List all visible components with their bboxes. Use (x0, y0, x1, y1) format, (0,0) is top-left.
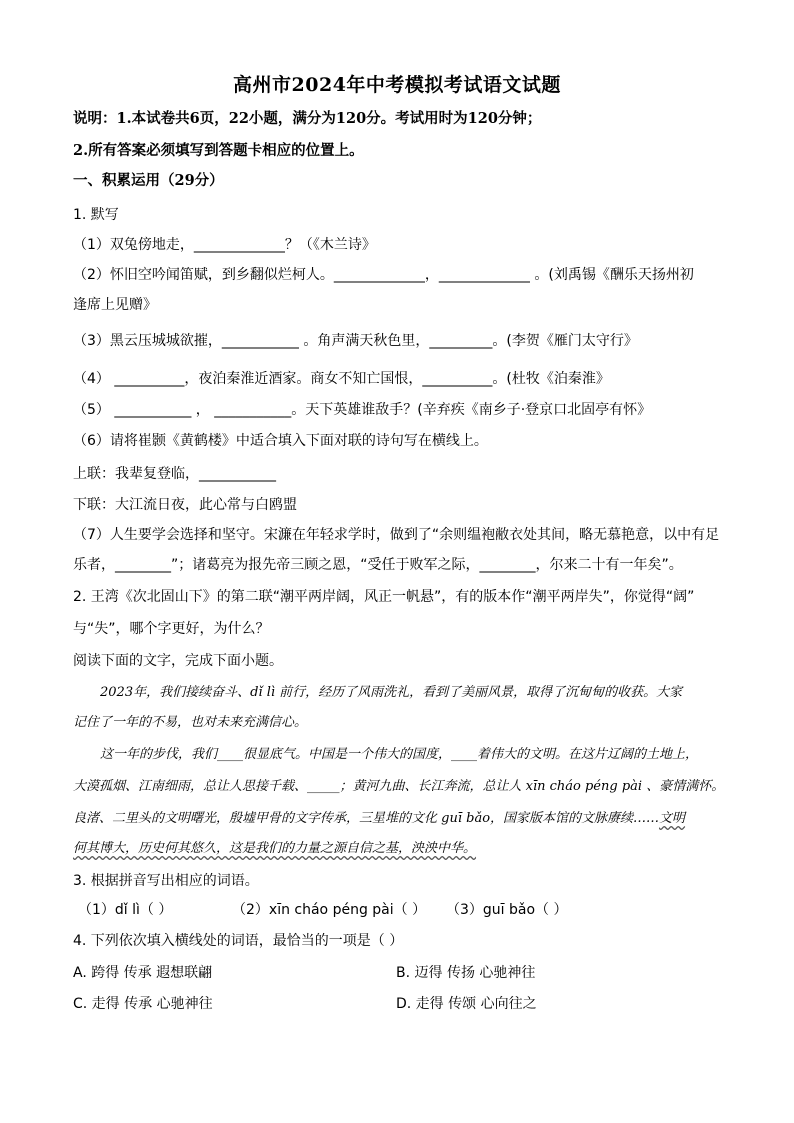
passage-line (73, 810, 685, 828)
wavy-underlined-text: 文明 (659, 811, 686, 826)
option-c: C. 走得 传承 心驰神往 (73, 996, 213, 1012)
q3-item: （1）dǐ lì（ ） (78, 902, 173, 918)
option-d: D. 走得 传颂 心向往之 (396, 996, 537, 1012)
question-3-heading: 3. 根据拼音写出相应的词语。 (73, 873, 259, 889)
wavy-underlined-line: 何其博大，历史何其悠久，这是我们的力量之源自信之基，泱泱中华。 (73, 841, 477, 856)
passage-text: 良渚、二里头的文明曙光，殷墟甲骨的文字传承，三星堆的文化 guī bǎo，国家版本馆的文脉赓续…… (73, 811, 660, 826)
question-1-heading: 1. 默写 (73, 207, 119, 223)
q3-item: （2）xīn cháo péng pài（ ） (232, 902, 427, 918)
question-2-line: 2. 王湾《次北固山下》的第二联“潮平两岸阔，风正一帆悬”，有的版本作“潮平两岸失”，你觉得“阔” (73, 589, 695, 605)
instruction-line-2: 2.所有答案必须填写到答题卡相应的位置上。 (73, 142, 364, 159)
q1-line: （7）人生要学会选择和坚守。宋濂在年轻求学时，做到了“余则缊袍敝衣处其间，略无慕艳意，以中有足 (73, 527, 720, 543)
q1-line: 下联：大江流日夜，此心常与白鸥盟 (73, 497, 297, 513)
reading-intro: 阅读下面的文字，完成下面小题。 (73, 653, 283, 669)
question-2-line: 与“失”，哪个字更好，为什么？ (73, 621, 270, 637)
passage-line: 2023年，我们接续奋斗、dǐ lì 前行，经历了风雨洗礼，看到了美丽风景，取得了沉甸甸的收获。大家 (100, 685, 683, 700)
page-title: 高州市2024年中考模拟考试语文试题 (233, 74, 561, 96)
instruction-line-1: 说明：1.本试卷共6页，22小题，满分为120分。考试用时为120分钟； (73, 110, 542, 127)
q1-line: 逢席上见赠》 (73, 297, 157, 313)
section-heading: 一、积累运用（29分） (73, 172, 224, 189)
question-4-heading: 4. 下列依次填入横线处的词语，最恰当的一项是（ ） (73, 933, 404, 949)
q3-item: （3）guī bǎo（ ） (446, 902, 568, 918)
option-b: B. 迈得 传扬 心驰神往 (396, 965, 536, 981)
q1-line: （4） __________，夜泊秦淮近酒家。商女不知亡国恨，__________。(杜牧《泊秦淮》 (73, 371, 610, 387)
q1-line: （1）双兔傍地走，_____________？（《木兰诗》 (73, 237, 376, 253)
q1-line: （3）黑云压城城欲摧，___________ 。角声满天秋色里，_________。(李贺《雁门太守行》 (73, 333, 638, 349)
passage-line: 大漠孤烟、江南细雨，总让人思接千载、_____；黄河九曲、长江奔流，总让人 xīn cháo péng pài 、豪情满怀。 (73, 779, 725, 794)
q1-line: 上联：我辈复登临，___________ (73, 466, 276, 482)
q1-line: （5） ___________ ， ___________。天下英雄谁敌手？(辛弃疾《南乡子·登京口北固亭有怀》 (73, 402, 652, 418)
passage-line: 这一年的步伐，我们____很显底气。中国是一个伟大的国度，____着伟大的文明。在这片辽阔的土地上， (100, 747, 699, 762)
q1-line: （2）怀旧空吟闻笛赋，到乡翻似烂柯人。_____________，_____________ 。(刘禹锡《酬乐天扬州初 (73, 267, 694, 283)
q1-line: 乐者，________”；诸葛亮为报先帝三顾之恩，“受任于败军之际，________，尔来二十有一年矣”。 (73, 557, 683, 573)
q1-line: （6）请将崔颢《黄鹤楼》中适合填入下面对联的诗句写在横线上。 (73, 433, 488, 449)
passage-line: 记住了一年的不易，也对未来充满信心。 (73, 715, 308, 730)
option-a: A. 跨得 传承 遐想联翩 (73, 965, 213, 981)
